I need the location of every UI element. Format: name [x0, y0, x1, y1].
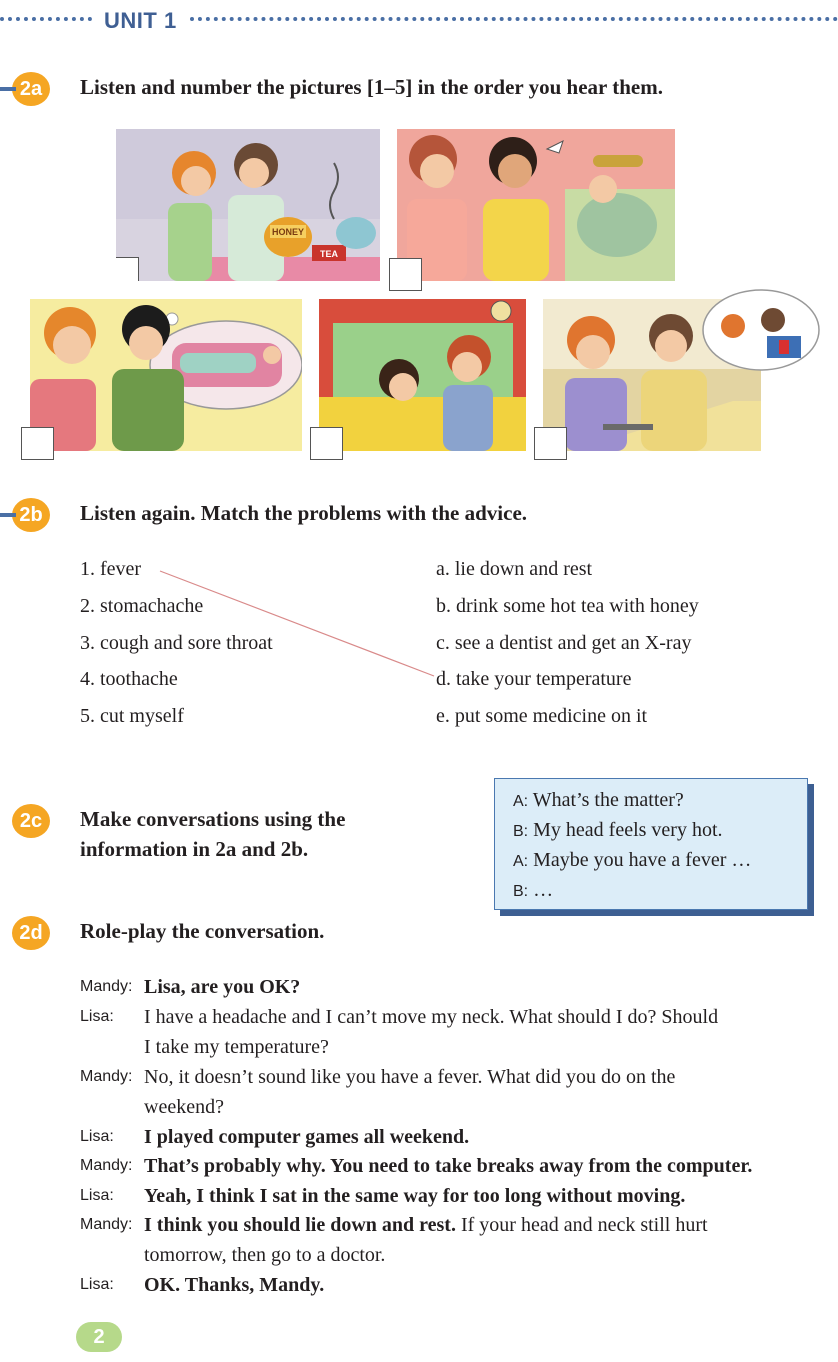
dialogue-line: I take my temperature? [144, 1036, 329, 1058]
badge-2c: 2c [12, 804, 50, 838]
convo-speaker: A: [513, 793, 529, 810]
page-number: 2 [76, 1322, 122, 1352]
dialogue-line: I think you should lie down and rest. If your head and neck still hurt [144, 1214, 708, 1236]
dialogue-line: OK. Thanks, Mandy. [144, 1274, 325, 1296]
convo-line [513, 875, 553, 907]
problem-item: 5. cut myself [80, 705, 184, 727]
advice-item: d. take your temperature [436, 668, 632, 690]
dialogue-line: That’s probably why. You need to take breaks away from the computer. [144, 1155, 753, 1177]
unit-title: UNIT 1 [104, 8, 177, 33]
speaker-name: Lisa: [80, 1008, 114, 1025]
dialogue-line: I played computer games all weekend. [144, 1126, 470, 1148]
problem-item: 2. stomachache [80, 595, 204, 617]
advice-item: c. see a dentist and get an X-ray [436, 632, 692, 654]
dialogue-line: Yeah, I think I sat in the same way for too long without moving. [144, 1185, 686, 1207]
problem-item: 4. toothache [80, 668, 178, 690]
dialogue-line: I have a headache and I can’t move my neck. What should I do? Should [144, 1006, 719, 1028]
badge-2a: 2a [12, 72, 50, 106]
speaker-name: Mandy: [80, 978, 133, 995]
honey-jar-label: HONEY [271, 227, 305, 237]
speaker-name: Lisa: [80, 1276, 114, 1293]
instruction-2c-line2: information in 2a and 2b. [80, 837, 309, 861]
convo-line [513, 845, 751, 877]
instruction-2b: Listen again. Match the problems with the advice. [80, 501, 528, 525]
convo-line [513, 815, 723, 847]
speaker-name: Lisa: [80, 1187, 114, 1204]
badge-2b: 2b [12, 498, 50, 532]
tea-box-label: TEA [320, 249, 338, 259]
badge-2d: 2d [12, 916, 50, 950]
speaker-name: Mandy: [80, 1216, 133, 1233]
instruction-2d: Role-play the conversation. [80, 919, 325, 943]
convo-speaker: B: [513, 883, 529, 900]
speaker-name: Mandy: [80, 1068, 133, 1085]
convo-text: My head feels very hot. [533, 819, 723, 841]
problem-item: 1. fever [80, 558, 142, 580]
speaker-name: Lisa: [80, 1128, 114, 1145]
dialogue-line: No, it doesn’t sound like you have a fever. What did you do on the [144, 1066, 676, 1088]
convo-speaker: B: [513, 823, 529, 840]
advice-item: e. put some medicine on it [436, 705, 648, 727]
example-conversation-box [494, 778, 808, 910]
convo-text: What’s the matter? [532, 789, 684, 811]
problem-item: 3. cough and sore throat [80, 632, 273, 654]
advice-item: a. lie down and rest [436, 558, 593, 580]
instruction-2c-line1: Make conversations using the [80, 807, 346, 831]
convo-speaker: A: [513, 853, 529, 870]
dialogue-line: weekend? [144, 1096, 224, 1118]
advice-item: b. drink some hot tea with honey [436, 595, 699, 617]
speaker-name: Mandy: [80, 1157, 133, 1174]
convo-line [513, 785, 684, 817]
dialogue-line: Lisa, are you OK? [144, 976, 301, 998]
instruction-2a: Listen and number the pictures [1–5] in the order you hear them. [80, 75, 663, 99]
convo-text: Maybe you have a fever … [533, 849, 752, 871]
convo-text: … [533, 879, 554, 901]
dialogue-line: tomorrow, then go to a doctor. [144, 1244, 386, 1266]
